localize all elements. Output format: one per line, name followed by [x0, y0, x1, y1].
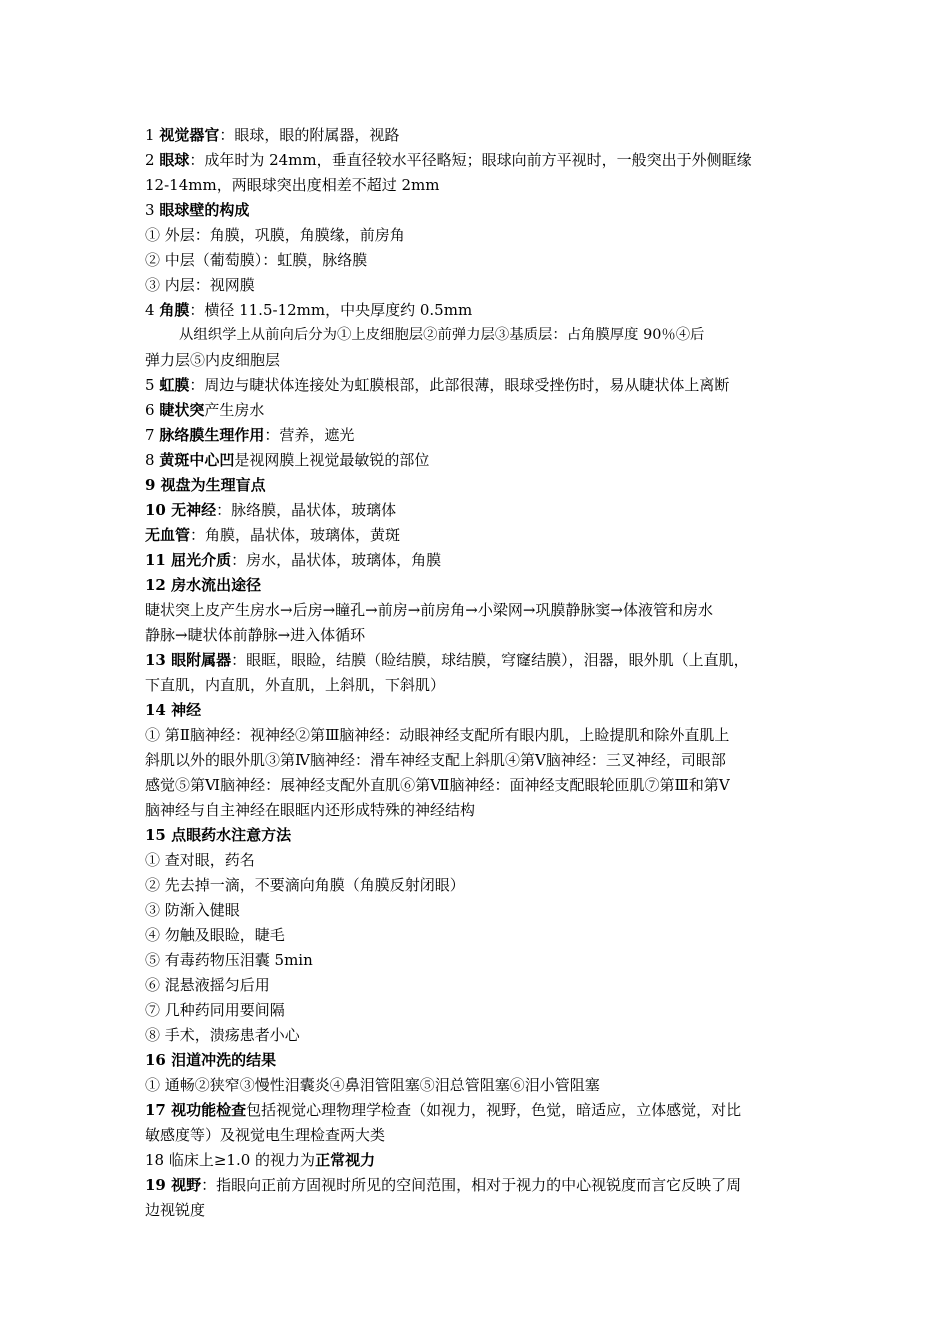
text-run: ③ 防渐入健眼	[145, 901, 240, 919]
text-run: ：眼球，眼的附属器，视路	[219, 126, 400, 144]
text-run: 4	[145, 301, 160, 319]
text-run: 弹力层⑤内皮细胞层	[145, 351, 281, 369]
text-line	[145, 923, 812, 948]
text-run: 2	[145, 151, 160, 169]
text-line	[145, 298, 812, 323]
text-run: 8	[145, 451, 160, 469]
text-run: 睫状突上皮产生房水→后房→瞳孔→前房→前房角→小梁网→巩膜静脉窦→体液管和房水	[145, 601, 713, 619]
text-run: ① 第Ⅱ脑神经：视神经②第Ⅲ脑神经：动眼神经支配所有眼内肌，上睑提肌和除外直肌上	[145, 726, 730, 744]
bold-term: 脉络膜生理作用	[159, 426, 265, 444]
bold-term: 眼球	[159, 151, 190, 169]
text-run: 是视网膜上视觉最敏锐的部位	[234, 451, 430, 469]
text-line	[145, 1123, 812, 1148]
text-line	[145, 323, 812, 348]
text-run: 下直肌，内直肌，外直肌，上斜肌，下斜肌）	[145, 676, 446, 694]
text-line	[145, 173, 812, 198]
text-line	[145, 1173, 812, 1198]
text-line	[145, 773, 812, 798]
text-line	[145, 548, 812, 573]
text-line	[145, 198, 812, 223]
text-run: ① 外层：角膜，巩膜，角膜缘，前房角	[145, 226, 405, 244]
text-line	[145, 373, 812, 398]
text-line	[145, 748, 812, 773]
text-line	[145, 148, 812, 173]
text-line	[145, 673, 812, 698]
text-line	[145, 898, 812, 923]
bold-term: 9 视盘为生理盲点	[145, 476, 266, 494]
text-run: ：房水，晶状体，玻璃体，角膜	[231, 551, 442, 569]
text-run: 斜肌以外的眼外肌③第Ⅳ脑神经：滑车神经支配上斜肌④第Ⅴ脑神经：三叉神经，司眼部	[145, 751, 726, 769]
bold-term: 正常视力	[315, 1151, 376, 1169]
text-run: 5	[145, 376, 160, 394]
text-run: ：脉络膜，晶状体，玻璃体	[216, 501, 397, 519]
text-line	[145, 723, 812, 748]
text-run: ⑧ 手术，溃疡患者小心	[145, 1026, 300, 1044]
text-line	[145, 1098, 812, 1123]
document-body	[145, 123, 812, 1223]
bold-term: 黄斑中心凹	[159, 451, 235, 469]
bold-term: 19 视野	[145, 1176, 202, 1194]
text-run: 包括视觉心理物理学检查（如视力，视野，色觉，暗适应，立体感觉，对比	[246, 1101, 742, 1119]
text-line	[145, 798, 812, 823]
text-run: ③ 内层：视网膜	[145, 276, 255, 294]
text-line	[145, 498, 812, 523]
text-run: ：成年时为 24mm，垂直径较水平径略短；眼球向前方平视时，一般突出于外侧眶缘	[189, 151, 752, 169]
bold-term: 睫状突	[159, 401, 205, 419]
text-run: ：周边与睫状体连接处为虹膜根部，此部很薄，眼球受挫伤时，易从睫状体上离断	[189, 376, 730, 394]
text-run: ：角膜，晶状体，玻璃体，黄斑	[190, 526, 401, 544]
bold-term: 11 屈光介质	[145, 551, 232, 569]
bold-term: 10 无神经	[145, 501, 217, 519]
text-line	[145, 223, 812, 248]
text-line	[145, 448, 812, 473]
text-line	[145, 523, 812, 548]
text-run: 产生房水	[204, 401, 265, 419]
bold-term: 视觉器官	[159, 126, 220, 144]
bold-term: 12 房水流出途径	[145, 576, 262, 594]
bold-term: 眼球壁的构成	[159, 201, 250, 219]
text-run: 脑神经与自主神经在眼眶内还形成特殊的神经结构	[145, 801, 476, 819]
text-line	[145, 873, 812, 898]
text-line	[145, 973, 812, 998]
bold-term: 虹膜	[159, 376, 190, 394]
text-line	[145, 623, 812, 648]
text-run: 感觉⑤第Ⅵ脑神经：展神经支配外直肌⑥第Ⅶ脑神经：面神经支配眼轮匝肌⑦第Ⅲ和第Ⅴ	[145, 776, 730, 794]
text-line	[145, 348, 812, 373]
text-run: ① 通畅②狭窄③慢性泪囊炎④鼻泪管阻塞⑤泪总管阻塞⑥泪小管阻塞	[145, 1076, 600, 1094]
text-line	[145, 1048, 812, 1073]
text-run: 7	[145, 426, 160, 444]
text-run: ：指眼向正前方固视时所见的空间范围，相对于视力的中心视锐度而言它反映了周	[201, 1176, 742, 1194]
text-line	[145, 998, 812, 1023]
text-run: 6	[145, 401, 160, 419]
text-run: ：营养，遮光	[264, 426, 355, 444]
text-line	[145, 848, 812, 873]
text-run: 边视锐度	[145, 1201, 206, 1219]
text-run: ：眼眶，眼睑，结膜（睑结膜，球结膜，穹窿结膜），泪器，眼外肌（上直肌，	[231, 651, 749, 669]
text-line	[145, 823, 812, 848]
text-line	[145, 1073, 812, 1098]
text-line	[145, 123, 812, 148]
text-line	[145, 473, 812, 498]
text-line	[145, 423, 812, 448]
text-run: 12-14mm，两眼球突出度相差不超过 2mm	[145, 176, 440, 194]
text-line	[145, 1198, 812, 1223]
text-run: 静脉→睫状体前静脉→进入体循环	[145, 626, 366, 644]
text-line	[145, 948, 812, 973]
bold-term: 无血管	[145, 526, 191, 544]
bold-term: 17 视功能检查	[145, 1101, 247, 1119]
text-run: ⑦ 几种药同用要间隔	[145, 1001, 285, 1019]
bold-term: 15 点眼药水注意方法	[145, 826, 292, 844]
text-run: ① 查对眼，药名	[145, 851, 255, 869]
text-run: 敏感度等）及视觉电生理检查两大类	[145, 1126, 386, 1144]
text-line	[145, 698, 812, 723]
text-run: 从组织学上从前向后分为①上皮细胞层②前弹力层③基质层：占角膜厚度 90％④后	[179, 327, 705, 343]
bold-term: 13 眼附属器	[145, 651, 232, 669]
text-run: 18 临床上≥1.0 的视力为	[145, 1151, 316, 1169]
text-run: ：横径 11.5-12mm，中央厚度约 0.5mm	[189, 301, 473, 319]
bold-term: 角膜	[159, 301, 190, 319]
text-line	[145, 398, 812, 423]
text-line	[145, 1023, 812, 1048]
text-line	[145, 1148, 812, 1173]
text-line	[145, 248, 812, 273]
text-line	[145, 573, 812, 598]
text-run: ② 中层（葡萄膜）：虹膜，脉络膜	[145, 251, 368, 269]
text-run: ⑤ 有毒药物压泪囊 5min	[145, 951, 313, 969]
text-line	[145, 648, 812, 673]
bold-term: 14 神经	[145, 701, 202, 719]
text-run: ④ 勿触及眼睑，睫毛	[145, 926, 285, 944]
text-run: ⑥ 混悬液摇匀后用	[145, 976, 270, 994]
bold-term: 16 泪道冲洗的结果	[145, 1051, 277, 1069]
text-run: 3	[145, 201, 160, 219]
text-run: ② 先去掉一滴，不要滴向角膜（角膜反射闭眼）	[145, 876, 465, 894]
text-line	[145, 598, 812, 623]
text-run: 1	[145, 126, 160, 144]
text-line	[145, 273, 812, 298]
